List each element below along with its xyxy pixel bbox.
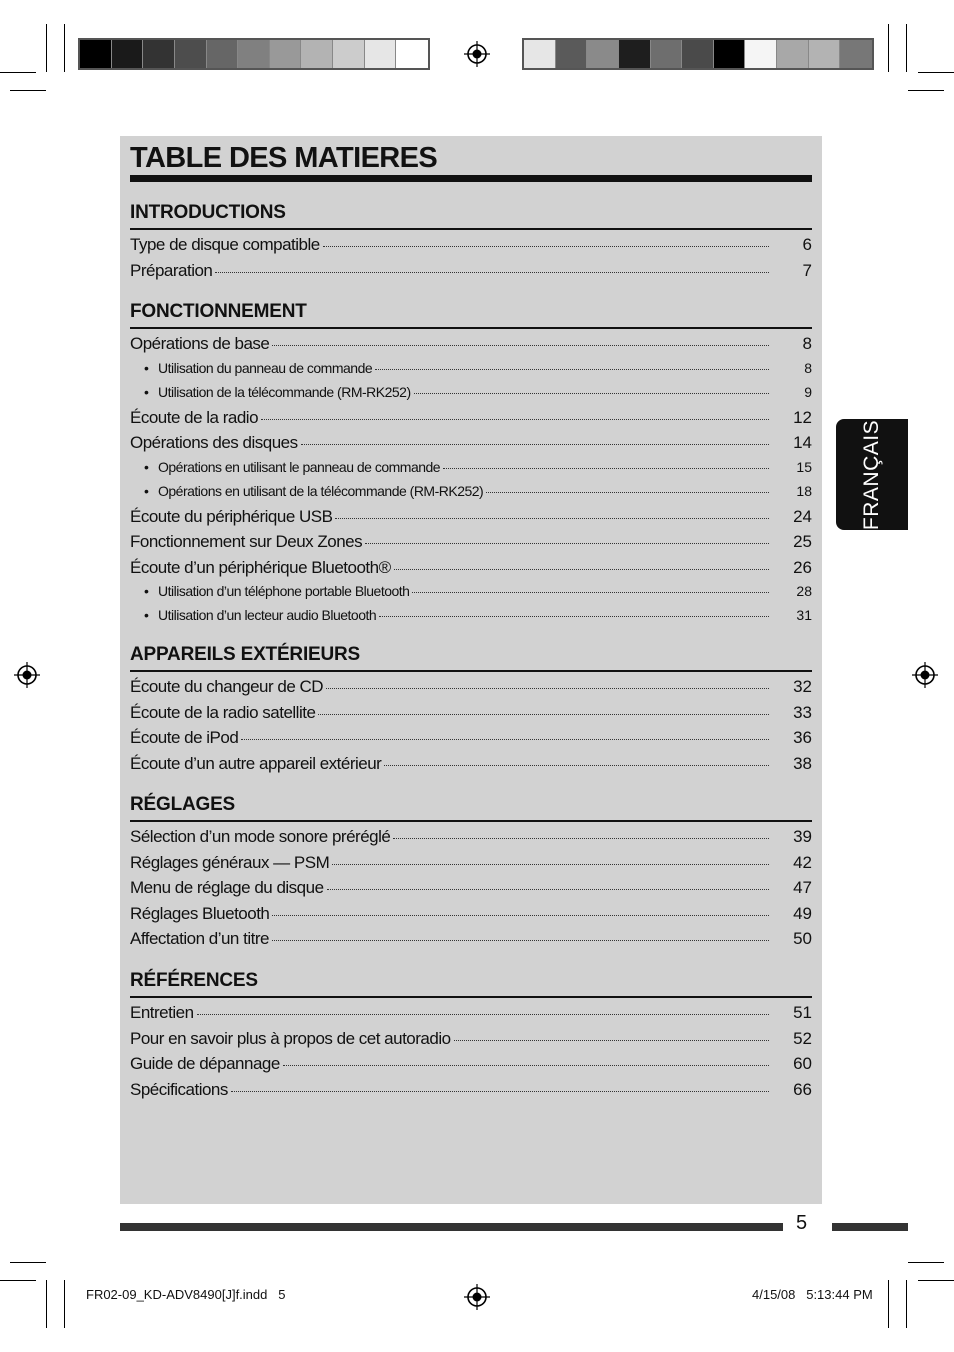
toc-entry-page: 39 xyxy=(793,827,812,846)
dot-leader xyxy=(327,876,769,890)
crop-mark xyxy=(918,1280,954,1281)
color-swatch xyxy=(238,40,270,68)
dot-leader xyxy=(375,358,769,369)
section-rule xyxy=(130,996,812,998)
crop-mark xyxy=(0,1280,36,1281)
toc-entry-page: 7 xyxy=(802,260,812,280)
dot-leader xyxy=(365,530,769,544)
color-swatch xyxy=(396,40,428,68)
toc-entry-page: 14 xyxy=(793,433,812,452)
toc-entry-page: 47 xyxy=(793,878,812,897)
toc-panel xyxy=(120,136,822,1204)
registration-mark-icon xyxy=(464,1284,490,1310)
dot-leader xyxy=(326,675,769,689)
toc-subentry[interactable] xyxy=(130,607,812,623)
dot-leader xyxy=(241,726,769,740)
toc-entry-label: Préparation xyxy=(130,260,213,280)
toc-entry-label: Affectation d’un titre xyxy=(130,929,269,948)
toc-entry-page: 6 xyxy=(802,235,812,254)
crop-mark xyxy=(906,24,907,72)
crop-mark xyxy=(64,1280,65,1328)
dot-leader xyxy=(394,556,769,570)
color-swatch xyxy=(651,40,683,68)
bullet-icon: • xyxy=(144,383,149,400)
page-title: TABLE DES MATIERES xyxy=(130,142,438,174)
bullet-icon: • xyxy=(144,482,149,499)
bullet-icon: • xyxy=(144,359,149,376)
toc-entry-page: 24 xyxy=(793,506,812,526)
color-swatch xyxy=(524,40,556,68)
toc-entry-page: 42 xyxy=(793,852,812,872)
toc-entry-page: 15 xyxy=(796,458,812,475)
color-swatch xyxy=(112,40,144,68)
toc-entry-label: Écoute d’un périphérique Bluetooth® xyxy=(130,557,391,577)
toc-entry-label: Écoute de iPod xyxy=(130,728,239,747)
toc-entry-label: Opérations de base xyxy=(130,334,270,353)
toc-subentry[interactable] xyxy=(130,360,812,376)
toc-entry-page: 33 xyxy=(793,702,812,722)
toc-entry[interactable] xyxy=(130,728,812,748)
color-swatch xyxy=(714,40,746,68)
toc-entry[interactable] xyxy=(130,904,812,924)
crop-mark xyxy=(888,24,889,72)
color-swatch xyxy=(207,40,239,68)
language-tab xyxy=(836,419,908,530)
toc-entry-label: Utilisation d’un téléphone portable Bluetooth xyxy=(158,583,410,599)
toc-entry-page: 31 xyxy=(796,607,812,623)
toc-entry-label: Guide de dépannage xyxy=(130,1054,280,1073)
toc-entry[interactable] xyxy=(130,853,812,873)
toc-entry-label: Utilisation d’un lecteur audio Bluetooth xyxy=(158,607,377,623)
toc-entry[interactable] xyxy=(130,878,812,898)
dot-leader xyxy=(197,1001,769,1015)
crop-mark xyxy=(10,1262,46,1263)
color-swatch xyxy=(587,40,619,68)
toc-entry-page: 36 xyxy=(793,728,812,747)
toc-entry-label: Écoute du changeur de CD xyxy=(130,677,324,696)
dot-leader xyxy=(486,481,769,492)
color-bar-left xyxy=(78,38,430,70)
dot-leader xyxy=(443,457,769,468)
dot-leader xyxy=(318,701,769,715)
dot-leader xyxy=(272,927,769,941)
page-number: 5 xyxy=(796,1212,808,1234)
registration-mark-icon xyxy=(912,662,938,688)
dot-leader xyxy=(454,1027,769,1041)
dot-leader xyxy=(301,431,769,445)
crop-mark xyxy=(46,1280,47,1328)
toc-entry[interactable] xyxy=(130,1080,812,1100)
color-swatch xyxy=(365,40,397,68)
color-bar-right xyxy=(522,38,874,70)
toc-entry-label: Type de disque compatible xyxy=(130,235,320,254)
section-heading: RÉGLAGES xyxy=(130,794,236,815)
toc-subentry[interactable] xyxy=(130,583,812,599)
crop-mark xyxy=(64,24,65,72)
dot-leader xyxy=(215,259,769,273)
crop-mark xyxy=(46,24,47,72)
toc-subentry[interactable] xyxy=(130,459,812,475)
toc-entry-page: 38 xyxy=(793,753,812,773)
bullet-icon: • xyxy=(144,458,149,475)
dot-leader xyxy=(283,1052,769,1066)
section-heading: FONCTIONNEMENT xyxy=(130,301,307,322)
toc-entry-page: 32 xyxy=(793,677,812,696)
toc-entry-label: Utilisation de la télécommande (RM-RK252) xyxy=(158,383,411,400)
color-swatch xyxy=(175,40,207,68)
toc-entry-page: 25 xyxy=(793,532,812,551)
toc-entry-page: 26 xyxy=(793,557,812,577)
toc-entry[interactable] xyxy=(130,558,812,578)
toc-entry[interactable] xyxy=(130,754,812,774)
dot-leader xyxy=(379,606,769,617)
section-rule xyxy=(130,820,812,822)
dot-leader xyxy=(393,825,769,839)
registration-mark-icon xyxy=(14,662,40,688)
toc-entry[interactable] xyxy=(130,1029,812,1049)
registration-mark-icon xyxy=(464,41,490,67)
toc-entry[interactable] xyxy=(130,929,812,949)
toc-entry-label: Opérations des disques xyxy=(130,433,298,452)
toc-entry-page: 60 xyxy=(793,1054,812,1073)
slug-date: 4/15/08 5:13:44 PM xyxy=(752,1287,873,1302)
toc-entry-page: 9 xyxy=(804,383,812,400)
toc-entry-label: Entretien xyxy=(130,1003,194,1022)
toc-entry-page: 18 xyxy=(796,482,812,499)
toc-entry-page: 51 xyxy=(793,1003,812,1022)
color-swatch xyxy=(682,40,714,68)
dot-leader xyxy=(335,505,769,519)
dot-leader xyxy=(332,851,769,865)
toc-subentry[interactable] xyxy=(130,384,812,400)
crop-mark xyxy=(908,1262,944,1263)
bullet-icon: • xyxy=(144,607,149,623)
toc-entry-label: Utilisation du panneau de commande xyxy=(158,359,373,376)
toc-entry-page: 8 xyxy=(802,334,812,353)
toc-entry-label: Écoute du périphérique USB xyxy=(130,506,333,526)
color-swatch xyxy=(619,40,651,68)
color-swatch xyxy=(333,40,365,68)
toc-entry[interactable] xyxy=(130,1054,812,1074)
dot-leader xyxy=(323,233,769,247)
toc-entry[interactable] xyxy=(130,334,812,354)
toc-entry-label: Spécifications xyxy=(130,1079,228,1099)
toc-entry-label: Sélection d’un mode sonore préréglé xyxy=(130,827,391,846)
section-rule xyxy=(130,327,812,329)
section-rule xyxy=(130,228,812,230)
color-swatch xyxy=(809,40,841,68)
toc-entry-label: Pour en savoir plus à propos de cet autoradio xyxy=(130,1028,451,1048)
section-heading: INTRODUCTIONS xyxy=(130,202,286,223)
toc-entry-page: 66 xyxy=(793,1079,812,1099)
dot-leader xyxy=(384,752,769,766)
crop-mark xyxy=(888,1280,889,1328)
toc-entry[interactable] xyxy=(130,677,812,697)
dot-leader xyxy=(261,406,769,420)
toc-entry-label: Écoute de la radio xyxy=(130,407,259,427)
footer-bar xyxy=(832,1223,908,1231)
section-rule xyxy=(130,670,812,672)
slug-filename: FR02-09_KD-ADV8490[J]f.indd 5 xyxy=(86,1287,286,1302)
toc-entry[interactable] xyxy=(130,827,812,847)
toc-entry[interactable] xyxy=(130,235,812,255)
toc-subentry[interactable] xyxy=(130,483,812,499)
color-swatch xyxy=(840,40,872,68)
dot-leader xyxy=(272,332,769,346)
toc-entry-page: 28 xyxy=(796,583,812,599)
toc-entry-page: 12 xyxy=(793,407,812,427)
crop-mark xyxy=(906,1280,907,1328)
dot-leader xyxy=(272,902,769,916)
toc-entry[interactable] xyxy=(130,1003,812,1023)
crop-mark xyxy=(908,90,944,91)
title-rule xyxy=(130,175,812,182)
toc-entry[interactable] xyxy=(130,703,812,723)
toc-entry-label: Réglages Bluetooth xyxy=(130,903,270,923)
toc-entry-page: 50 xyxy=(793,929,812,948)
section-heading: RÉFÉRENCES xyxy=(130,970,258,991)
color-swatch xyxy=(270,40,302,68)
toc-entry[interactable] xyxy=(130,532,812,552)
crop-mark xyxy=(10,90,46,91)
toc-entry[interactable] xyxy=(130,507,812,527)
toc-entry[interactable] xyxy=(130,408,812,428)
crop-mark xyxy=(0,72,36,73)
color-swatch xyxy=(301,40,333,68)
toc-entry-page: 49 xyxy=(793,903,812,923)
language-tab-label: FRANÇAIS xyxy=(860,419,883,530)
color-swatch xyxy=(556,40,588,68)
toc-entry-page: 52 xyxy=(793,1028,812,1048)
toc-entry-label: Fonctionnement sur Deux Zones xyxy=(130,532,363,551)
bullet-icon: • xyxy=(144,583,149,599)
toc-entry-label: Écoute de la radio satellite xyxy=(130,702,316,722)
toc-entry[interactable] xyxy=(130,433,812,453)
toc-entry-label: Opérations en utilisant de la télécommande (RM-RK252) xyxy=(158,482,484,499)
dot-leader xyxy=(414,382,769,393)
section-heading: APPAREILS EXTÉRIEURS xyxy=(130,644,361,665)
dot-leader xyxy=(412,582,769,593)
toc-entry-label: Menu de réglage du disque xyxy=(130,878,324,897)
toc-entry[interactable] xyxy=(130,261,812,281)
dot-leader xyxy=(231,1078,769,1092)
footer-bar xyxy=(120,1223,783,1231)
toc-entry-label: Réglages généraux — PSM xyxy=(130,852,330,872)
toc-entry-label: Opérations en utilisant le panneau de commande xyxy=(158,458,441,475)
color-swatch xyxy=(745,40,777,68)
color-swatch xyxy=(777,40,809,68)
color-swatch xyxy=(80,40,112,68)
toc-entry-page: 8 xyxy=(804,359,812,376)
crop-mark xyxy=(918,72,954,73)
color-swatch xyxy=(143,40,175,68)
toc-entry-label: Écoute d’un autre appareil extérieur xyxy=(130,753,382,773)
